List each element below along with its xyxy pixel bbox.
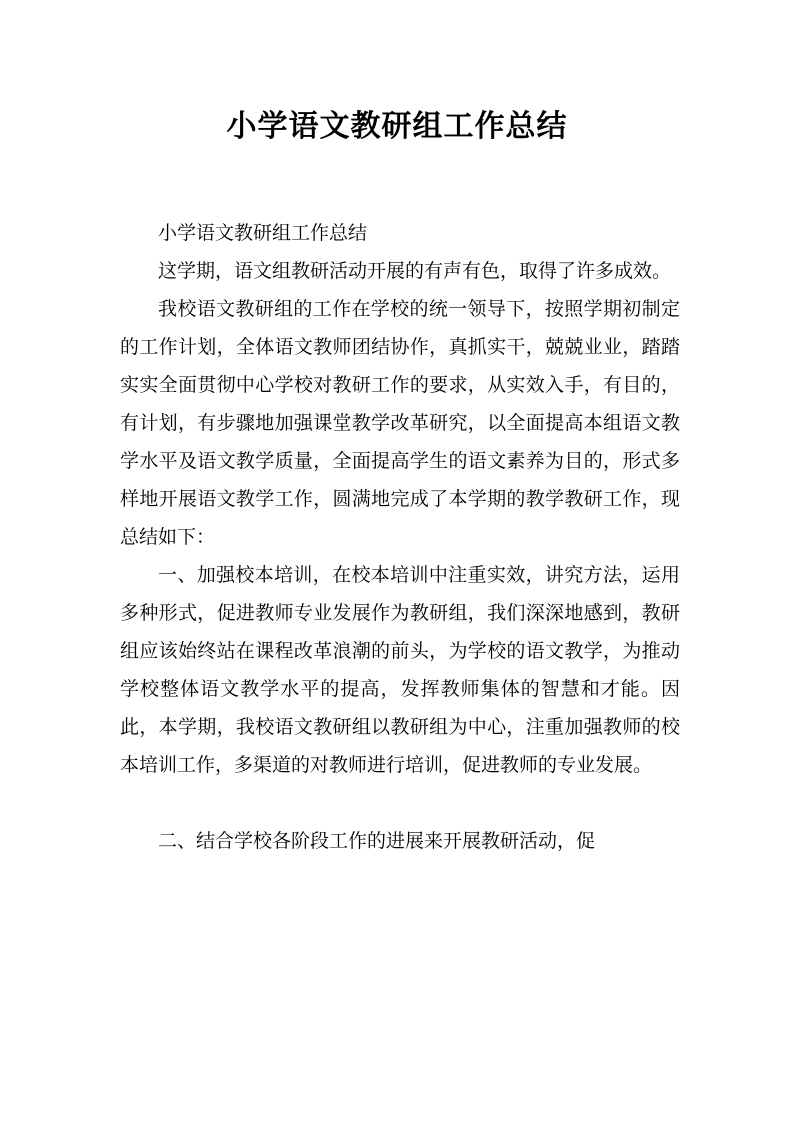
overview-paragraph: 我校语文教研组的工作在学校的统一领导下，按照学期初制定的工作计划，全体语文教师团结协作，真抓实干，兢兢业业，踏踏实实全面贯彻中心学校对教研工作的要求，从实效入手，有目的，有计划，有步骤地加强课堂教学改革研究，以全面提高本组语文教学水平及语文教学质量，全面提高学生的语文素养为目的，形式多样地开展语文教学工作，圆满地完成了本学期的教学教研工作，现总结如下： [120,298,680,548]
section-one-paragraph: 一、加强校本培训，在校本培训中注重实效，讲究方法，运用多种形式，促进教师专业发展作为教研组，我们深深地感到，教研组应该始终站在课程改革浪潮的前头，为学校的语文教学，为推动学校整体语文教学水平的提高，发挥教师集体的智慧和才能。因此，本学期，我校语文教研组以教研组为中心，注重加强教师的校本培训工作，多渠道的对教师进行培训，促进教师的专业发展。 [120,564,680,776]
subtitle-paragraph: 小学语文教研组工作总结 [158,222,368,244]
document-body [120,214,680,860]
intro-paragraph: 这学期，语文组教研活动开展的有声有色，取得了许多成效。 [158,260,672,282]
document-title: 小学语文教研组工作总结 [226,109,568,144]
section-two-paragraph: 二、结合学校各阶段工作的进展来开展教研活动，促 [158,830,596,852]
